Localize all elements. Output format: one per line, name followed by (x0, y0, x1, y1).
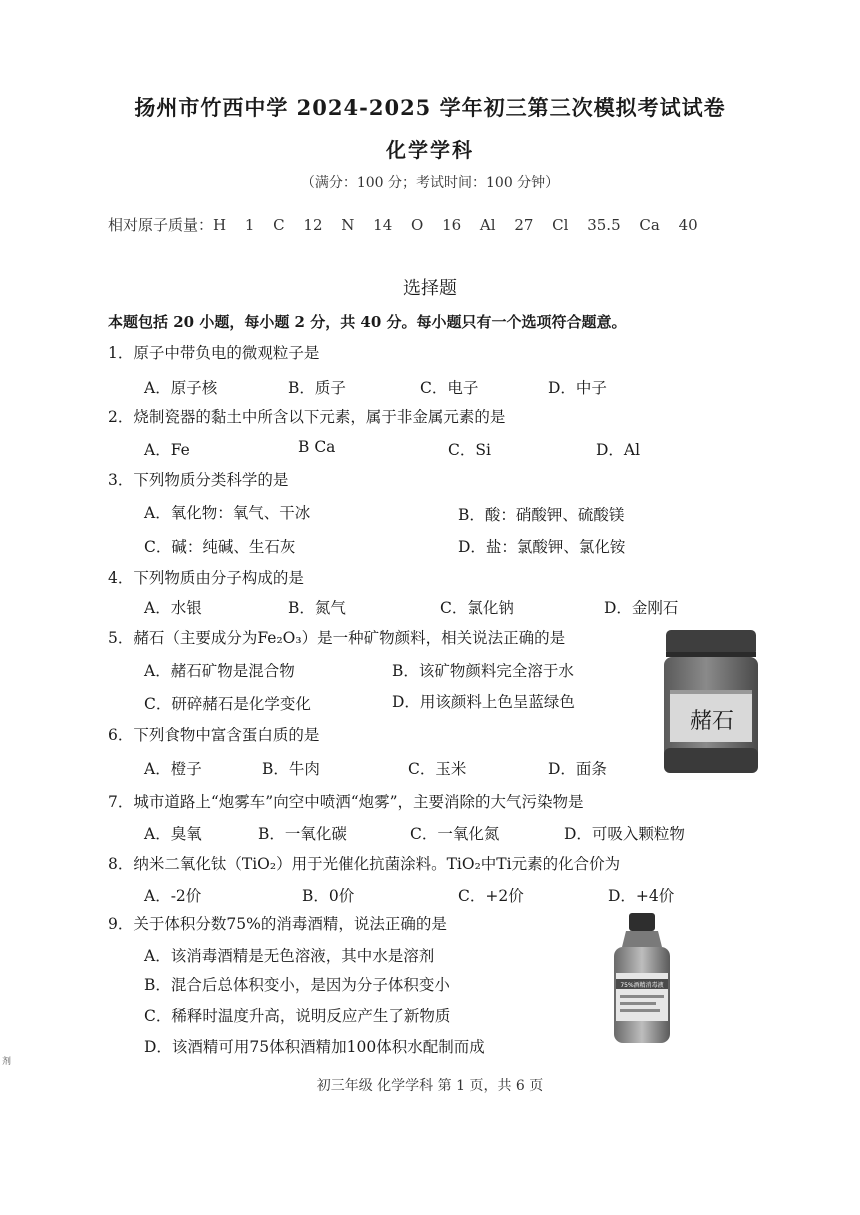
exam-title: 扬州市竹西中学 2024-2025 学年初三第三次模拟考试试卷 (134, 95, 726, 120)
question-6-option-a: A．橙子 (144, 760, 202, 778)
question-5-stem: 5．赭石（主要成分为Fe₂O₃）是一种矿物颜料，相关说法正确的是 (108, 629, 566, 647)
jar-label: 赭石 (689, 709, 735, 734)
subject-title: 化学学科 (386, 138, 474, 162)
question-2-option-d: D．Al (596, 441, 641, 459)
question-4-option-a: A．水银 (144, 599, 202, 617)
question-4-option-c: C．氯化钠 (440, 599, 514, 617)
page-footer: 初三年级 化学学科 第 1 页，共 6 页 (316, 1078, 544, 1094)
question-7-option-c: C．一氧化氮 (410, 825, 500, 843)
question-3-option-d: D．盐：氯酸钾、氯化铵 (458, 538, 626, 556)
question-1-option-d: D．中子 (548, 379, 607, 397)
question-3-option-b: B．酸：硝酸钾、硫酸镁 (458, 506, 625, 524)
question-7-stem: 7．城市道路上“炮雾车”向空中喷洒“炮雾”，主要消除的大气污染物是 (108, 793, 584, 811)
question-9-option-c: C．稀释时温度升高，说明反应产生了新物质 (144, 1007, 451, 1025)
question-6-stem: 6．下列食物中富含蛋白质的是 (108, 726, 320, 744)
question-8-stem: 8．纳米二氧化钛（TiO₂）用于光催化抗菌涂料。TiO₂中Ti元素的化合价为 (108, 855, 621, 873)
margin-mark: 剂 (2, 1057, 12, 1067)
question-4-stem: 4．下列物质由分子构成的是 (108, 569, 304, 587)
question-4-option-b: B．氮气 (288, 599, 346, 617)
atomic-mass-line: 相对原子质量：H 1 C 12 N 14 O 16 Al 27 Cl 35.5 Ca 40 (108, 216, 698, 234)
question-1-option-b: B．质子 (288, 379, 346, 397)
question-3-option-a: A．氧化物：氧气、干冰 (144, 504, 311, 522)
question-8-option-a: A．-2价 (144, 887, 202, 905)
question-5-option-d: D．用该颜料上色呈蓝绿色 (392, 693, 575, 711)
question-7-option-d: D．可吸入颗粒物 (564, 825, 685, 843)
question-8-option-b: B．0价 (302, 887, 355, 905)
question-9-option-b: B．混合后总体积变小，是因为分子体积变小 (144, 976, 450, 994)
question-1-option-c: C．电子 (420, 379, 479, 397)
question-8-option-d: D．+4价 (608, 887, 675, 905)
question-2-stem: 2．烧制瓷器的黏土中所含以下元素，属于非金属元素的是 (108, 408, 506, 426)
bottle-label: 75%酒精消毒液 (620, 982, 664, 989)
question-5-option-a: A．赭石矿物是混合物 (144, 662, 295, 680)
question-4-option-d: D．金刚石 (604, 599, 679, 617)
question-7-option-b: B．一氧化碳 (258, 825, 347, 843)
question-2-option-b: B Ca (298, 438, 336, 456)
question-8-option-c: C．+2价 (458, 887, 524, 905)
alcohol-bottle-picture (604, 913, 680, 1045)
question-2-option-a: A．Fe (144, 441, 190, 459)
question-2-option-c: C．Si (448, 441, 491, 459)
question-9-option-a: A．该消毒酒精是无色溶液，其中水是溶剂 (144, 947, 435, 965)
question-5-option-c: C．研碎赭石是化学变化 (144, 695, 311, 713)
question-3-option-c: C．碱：纯碱、生石灰 (144, 538, 296, 556)
question-3-stem: 3．下列物质分类科学的是 (108, 471, 289, 489)
question-1-stem: 1．原子中带负电的微观粒子是 (108, 344, 320, 362)
question-6-option-c: C．玉米 (408, 760, 467, 778)
score-time-note: （满分：100 分；考试时间：100 分钟） (300, 175, 560, 191)
question-6-option-b: B．牛肉 (262, 760, 320, 778)
question-7-option-a: A．臭氧 (144, 825, 202, 843)
question-9-stem: 9．关于体积分数75%的消毒酒精，说法正确的是 (108, 915, 447, 933)
ochre-jar-picture (662, 630, 760, 775)
section-intro: 本题包括 20 小题，每小题 2 分，共 40 分。每小题只有一个选项符合题意。 (108, 313, 627, 331)
question-9-option-d: D．该酒精可用75体积酒精加100体积水配制而成 (144, 1038, 485, 1056)
question-5-option-b: B．该矿物颜料完全溶于水 (392, 662, 574, 680)
question-6-option-d: D．面条 (548, 760, 607, 778)
question-1-option-a: A．原子核 (144, 379, 218, 397)
section-title: 选择题 (403, 278, 457, 299)
